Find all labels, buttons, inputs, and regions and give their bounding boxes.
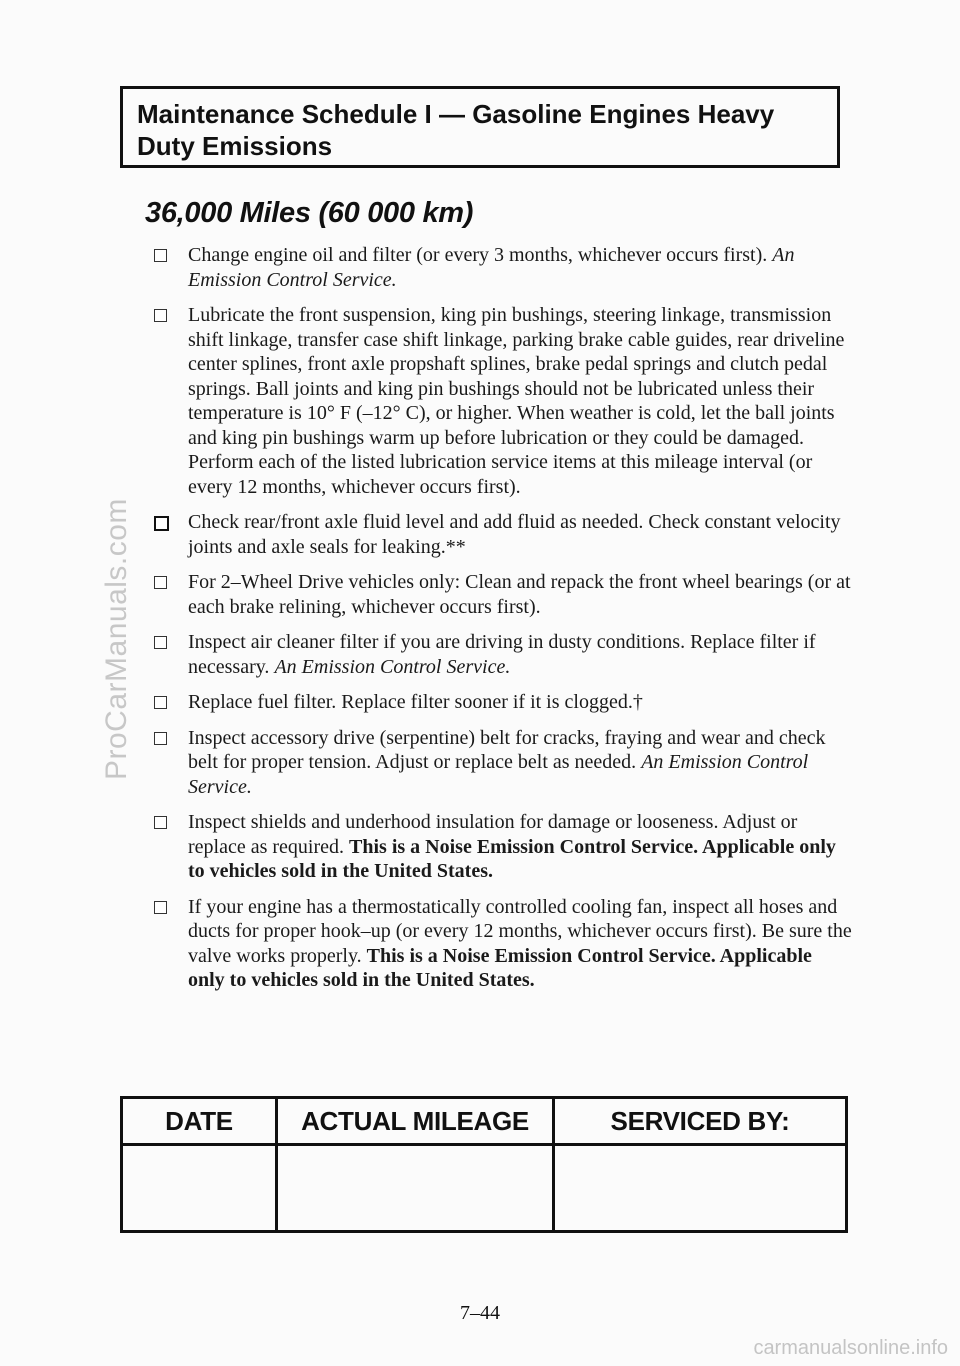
checkbox-icon[interactable] <box>154 901 167 914</box>
checklist-item <box>152 690 852 715</box>
checkbox-icon[interactable] <box>154 249 167 262</box>
checklist-item <box>152 895 852 993</box>
mileage-entry-cell[interactable] <box>277 1145 554 1232</box>
item-notice: This is a Noise Emission Control Service. Applicable only to vehicles sold in the United States. <box>188 835 836 882</box>
checklist-item <box>152 630 852 679</box>
item-notice: This is a Noise Emission Control Service. Applicable only to vehicles sold in the United States. <box>188 944 812 991</box>
maintenance-checklist <box>152 243 852 1004</box>
item-text: Inspect accessory drive (serpentine) belt for cracks, fraying and wear and check belt for proper tension. Adjust or replace belt as needed. <box>188 726 826 773</box>
date-entry-cell[interactable] <box>122 1145 277 1232</box>
item-text: Replace fuel filter. Replace filter sooner if it is clogged.† <box>188 691 643 713</box>
column-header-serviced-by: SERVICED BY: <box>554 1098 847 1145</box>
checklist-item <box>152 303 852 499</box>
item-text: Change engine oil and filter (or every 3 months, whichever occurs first). <box>188 244 773 266</box>
schedule-header <box>120 86 840 168</box>
checklist-item <box>152 243 852 292</box>
item-emphasis: An Emission Control Service. <box>188 244 795 291</box>
checklist-item <box>152 510 852 559</box>
checkbox-icon[interactable] <box>154 732 167 745</box>
service-log-header-row <box>122 1098 847 1145</box>
service-log-entry-row <box>122 1145 847 1232</box>
schedule-title-line-1: Maintenance Schedule I — Gasoline Engines Heavy <box>137 99 775 129</box>
item-text: For 2–Wheel Drive vehicles only: Clean and repack the front wheel bearings (or at each brake relining, whichever occurs first). <box>188 571 851 618</box>
item-emphasis: An Emission Control Service. <box>188 751 809 798</box>
checkbox-icon[interactable] <box>154 696 167 709</box>
item-text: If your engine has a thermostatically controlled cooling fan, inspect all hoses and ducts for proper hook–up (or every 12 months, whichever occurs first). Be sure the valve works properly. <box>188 895 852 967</box>
checkbox-icon[interactable] <box>154 816 167 829</box>
item-text: Inspect air cleaner filter if you are driving in dusty conditions. Replace filter if necessary. <box>188 631 816 678</box>
checklist-item <box>152 810 852 884</box>
item-text: Check rear/front axle fluid level and add fluid as needed. Check constant velocity joints and axle seals for leaking.** <box>188 511 841 558</box>
column-header-actual-mileage: ACTUAL MILEAGE <box>277 1098 554 1145</box>
checkbox-icon[interactable] <box>154 636 167 649</box>
service-log-table <box>120 1096 848 1233</box>
mileage-interval-heading: 36,000 Miles (60 000 km) <box>145 197 474 229</box>
checklist-item <box>152 726 852 800</box>
page-number: 7–44 <box>460 1302 500 1324</box>
checkbox-icon[interactable] <box>154 516 169 531</box>
checklist-item <box>152 570 852 619</box>
serviced-by-entry-cell[interactable] <box>554 1145 847 1232</box>
checkbox-icon[interactable] <box>154 309 167 322</box>
item-emphasis: An Emission Control Service. <box>274 655 511 678</box>
item-text: Lubricate the front suspension, king pin bushings, steering linkage, transmission shift linkage, transfer case shift linkage, parking brake cable guides, rear driveline center splines, front axle propshaft splines, brake pedal springs and clutch pedal springs. Ball joints and king pin bushings should not be lubricated unless their temperature is 10° F (–12° C), or higher. When weather is cold, let the ball joints and king pin bushings warm up before lubrication or they could be damaged. Perform each of the listed lubrication service items at this mileage interval (or every 12 months, whichever occurs first). <box>188 304 845 498</box>
side-watermark: ProCarManuals.com <box>100 498 133 780</box>
checkbox-icon[interactable] <box>154 576 167 589</box>
bottom-watermark: carmanualsonline.info <box>753 1337 948 1359</box>
schedule-title-line-2: Duty Emissions <box>137 131 333 161</box>
item-text: Inspect shields and underhood insulation for damage or looseness. Adjust or replace as required. <box>188 811 798 858</box>
column-header-date: DATE <box>122 1098 277 1145</box>
